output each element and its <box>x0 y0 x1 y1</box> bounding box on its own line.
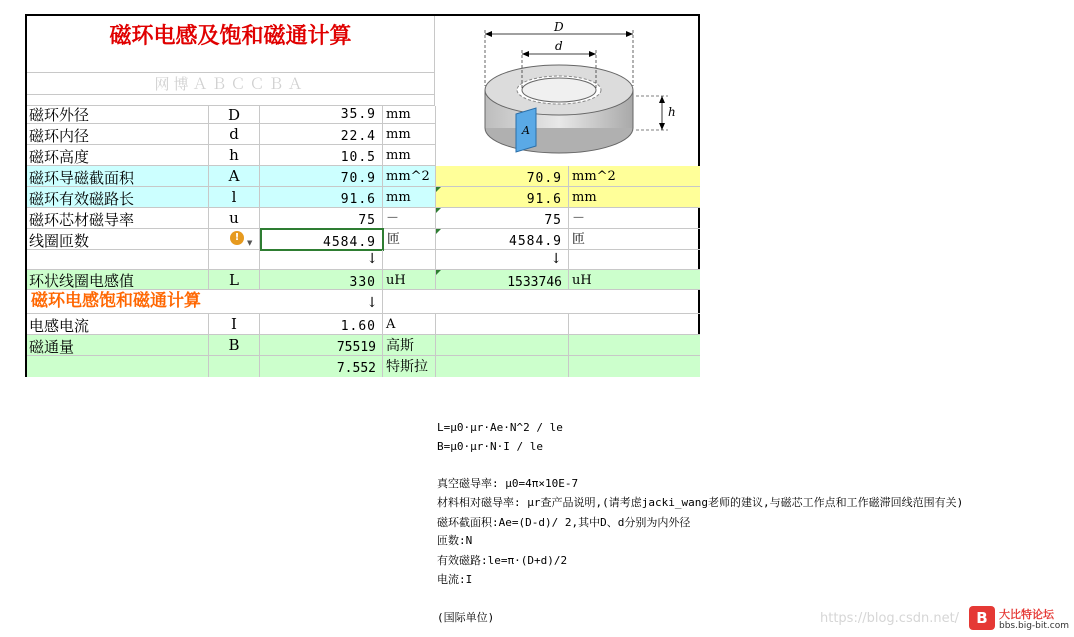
unit-inductance: uH <box>383 270 436 290</box>
blank-cell <box>436 314 569 335</box>
note-turns: 匝数:N <box>437 534 473 547</box>
warning-icon[interactable]: ! <box>230 231 244 245</box>
diagram-outer-dia: D <box>554 20 564 34</box>
blank-cell <box>436 335 569 356</box>
unit-area: mm^2 <box>383 166 436 187</box>
blank-cell <box>27 356 209 377</box>
value-flux-tesla[interactable]: 7.552 <box>260 356 383 377</box>
value-inductance[interactable]: 330 <box>260 270 383 290</box>
down-arrow-2: ↓ <box>436 250 569 270</box>
label-permeability: 磁环芯材磁导率 <box>27 208 209 229</box>
unit2-permeability: － <box>569 208 700 229</box>
bigbit-brand: 大比特论坛 <box>999 608 1054 621</box>
label-outer-dia: 磁环外径 <box>27 106 209 124</box>
value-path[interactable]: 91.6 <box>260 187 383 208</box>
toroid-diagram <box>436 16 700 166</box>
blank-row <box>27 95 435 106</box>
value-outer-dia[interactable]: 35.9 <box>260 106 383 124</box>
value-turns-selected[interactable]: 4584.9 <box>260 228 384 251</box>
sym-path: l <box>209 187 260 208</box>
blank-cell <box>383 250 436 270</box>
value-inner-dia[interactable]: 22.4 <box>260 124 383 145</box>
section-title: 磁环电感饱和磁通计算 <box>27 290 383 314</box>
warning-cell[interactable] <box>209 229 260 250</box>
sym-inner-dia: d <box>209 124 260 145</box>
label-path: 磁环有效磁路长 <box>27 187 209 208</box>
unit2-area: mm^2 <box>569 166 700 187</box>
value2-turns[interactable]: 4584.9 <box>436 229 569 250</box>
blank-cell <box>569 314 700 335</box>
value2-path[interactable]: 91.6 <box>436 187 569 208</box>
unit-height: mm <box>383 145 436 166</box>
label-height: 磁环高度 <box>27 145 209 166</box>
unit-current: A <box>383 314 436 335</box>
bigbit-logo-icon: B <box>969 606 995 630</box>
unit-outer-dia: mm <box>383 106 436 124</box>
value-current[interactable]: 1.60 <box>260 314 383 335</box>
author-watermark: 网博ＡＢＣＣＢＡ <box>27 73 435 95</box>
note-units: (国际单位) <box>437 611 495 624</box>
sym-height: h <box>209 145 260 166</box>
unit2-turns: 匝 <box>569 229 700 250</box>
blank-cell <box>209 356 260 377</box>
sym-flux: B <box>209 335 260 356</box>
spreadsheet <box>25 14 700 377</box>
bigbit-site: bbs.big-bit.com <box>999 621 1069 631</box>
value-height[interactable]: 10.5 <box>260 145 383 166</box>
note-mu0: 真空磁导率: μ0=4π×10E-7 <box>437 477 579 490</box>
formula-inductance: L=μ0·μr·Ae·N^2 / le <box>437 421 563 434</box>
formula-flux: B=μ0·μr·N·I / le <box>437 440 543 453</box>
value2-permeability[interactable]: 75 <box>436 208 569 229</box>
label-turns: 线圈匝数 <box>27 229 209 250</box>
note-path: 有效磁路:le=π·(D+d)/2 <box>437 554 568 567</box>
note-mur: 材料相对磁导率: μr查产品说明,(请考虑jacki_wang老师的建议,与磁芯工作点和工作磁滞回线范围有关) <box>437 496 964 509</box>
diagram-area-label: A <box>522 124 530 137</box>
label-area: 磁环导磁截面积 <box>27 166 209 187</box>
formula-marker <box>436 229 441 234</box>
down-arrow: ↓ <box>260 250 383 270</box>
sym-outer-dia: D <box>209 106 260 124</box>
unit-flux-tesla: 特斯拉 <box>383 356 436 377</box>
sym-permeability: u <box>209 208 260 229</box>
sym-inductance: L <box>209 270 260 290</box>
blank-cell <box>383 290 700 314</box>
blank-cell <box>27 250 209 270</box>
unit2-inductance: uH <box>569 270 700 290</box>
unit2-path: mm <box>569 187 700 208</box>
unit-permeability: － <box>383 208 436 229</box>
sym-area: A <box>209 166 260 187</box>
label-inductance: 环状线圈电感值 <box>27 270 209 290</box>
unit-path: mm <box>383 187 436 208</box>
note-current: 电流:I <box>437 573 473 586</box>
toroid-diagram-svg <box>436 16 700 166</box>
formula-marker <box>436 270 441 275</box>
note-area: 磁环截面积:Ae=(D-d)/ 2,其中D、d分别为内外径 <box>437 516 691 529</box>
blank-cell <box>436 356 569 377</box>
diagram-inner-dia: d <box>555 39 563 53</box>
unit-turns: 匝 <box>384 229 436 250</box>
csdn-watermark: https://blog.csdn.net/ <box>820 611 960 626</box>
diagram-height: h <box>668 105 676 119</box>
blank-cell <box>569 335 700 356</box>
sheet-title: 磁环电感及饱和磁通计算 <box>27 28 435 68</box>
value-area[interactable]: 70.9 <box>260 166 383 187</box>
down-arrow-3: ↓ <box>366 295 378 311</box>
value2-area[interactable]: 70.9 <box>436 166 569 187</box>
value-permeability[interactable]: 75 <box>260 208 383 229</box>
formula-marker <box>436 187 441 192</box>
blank-cell <box>569 250 700 270</box>
label-inner-dia: 磁环内径 <box>27 124 209 145</box>
value2-inductance[interactable]: 1533746 <box>436 270 569 290</box>
blank-cell <box>569 356 700 377</box>
label-flux: 磁通量 <box>27 335 209 356</box>
label-current: 电感电流 <box>27 314 209 335</box>
title-row-border <box>27 16 435 73</box>
unit-inner-dia: mm <box>383 124 436 145</box>
formula-marker <box>436 208 441 213</box>
dropdown-arrow-icon[interactable]: ▼ <box>247 239 253 247</box>
unit-flux-gauss: 高斯 <box>383 335 436 356</box>
sym-current: I <box>209 314 260 335</box>
blank-cell <box>209 250 260 270</box>
value-flux-gauss[interactable]: 75519 <box>260 335 383 356</box>
